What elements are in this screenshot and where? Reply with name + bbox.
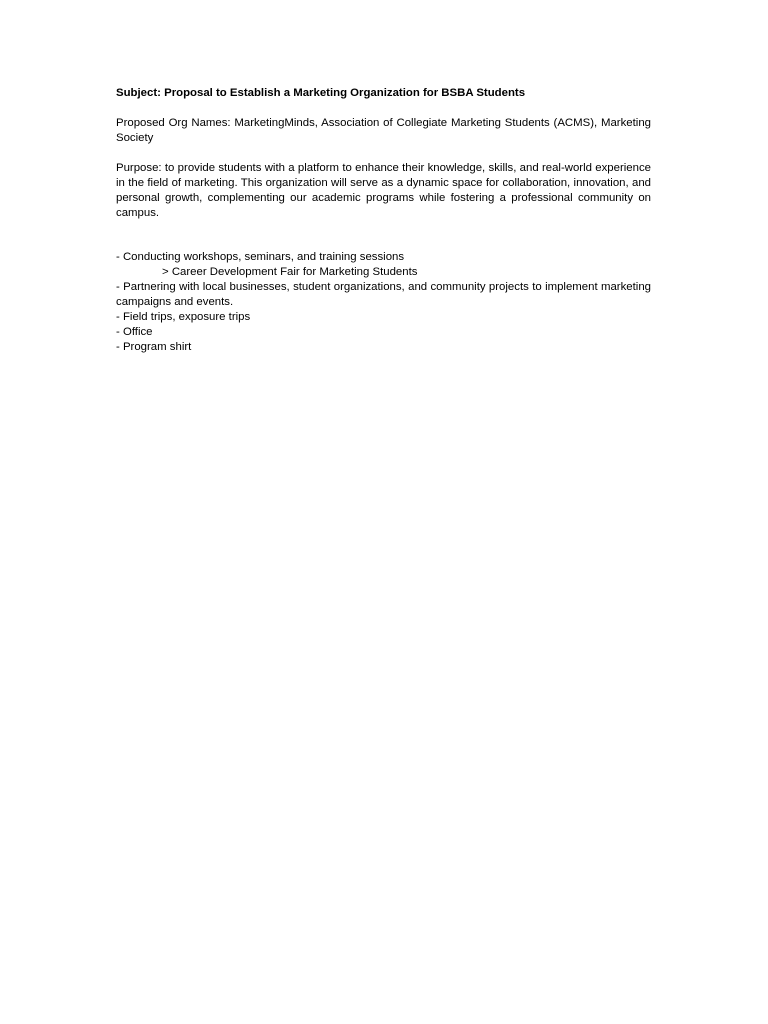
list-item: - Conducting workshops, seminars, and training sessions (116, 251, 405, 263)
proposed-names-paragraph: Proposed Org Names: MarketingMinds, Association of Collegiate Marketing Students (ACMS), Marketing Society (116, 117, 651, 144)
list-item: - Program shirt (116, 341, 192, 353)
list-item: - Field trips, exposure trips (116, 311, 251, 323)
spacer (116, 101, 651, 116)
purpose-paragraph: Purpose: to provide students with a platform to enhance their knowledge, skills, and real-world experience in the field of marketing. This organization will serve as a dynamic space for collaboration, innovation, and personal growth, complementing our academic programs while fostering a professional community on campus. (116, 162, 651, 219)
subject-line: Subject: Proposal to Establish a Marketing Organization for BSBA Students (116, 87, 526, 99)
list-item: - Partnering with local businesses, student organizations, and community projects to implement marketing campaigns and events. (116, 281, 651, 308)
document-body (116, 86, 651, 355)
spacer (116, 146, 651, 161)
activities-list (116, 250, 651, 355)
list-subitem: > Career Development Fair for Marketing Students (162, 266, 418, 278)
list-item: - Office (116, 326, 153, 338)
spacer (116, 221, 651, 250)
